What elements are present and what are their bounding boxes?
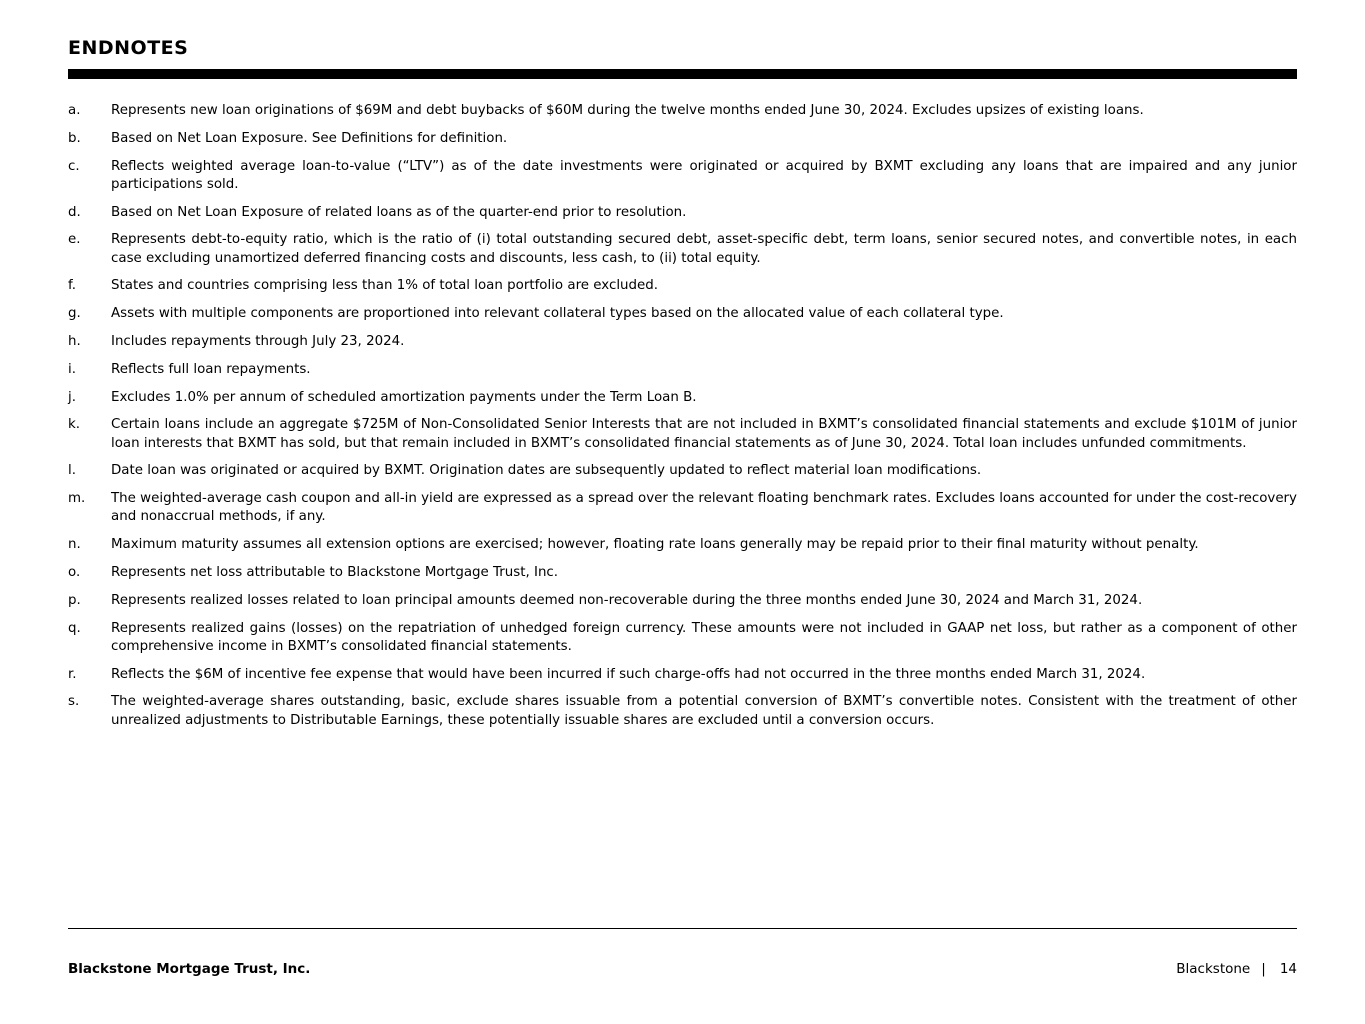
endnote-item	[68, 490, 1297, 526]
endnote-item	[68, 102, 1297, 120]
footer-separator: |	[1261, 961, 1266, 977]
endnote-letter: m.	[68, 491, 86, 507]
endnote-item	[68, 277, 1297, 295]
endnote-letter: l.	[68, 463, 76, 479]
endnote-text: Includes repayments through July 23, 2024.	[111, 333, 405, 349]
endnote-text: Represents realized gains (losses) on the repatriation of unhedged foreign currency. These amounts were not included in GAAP net loss, but rather as a component of other comprehensive income in BXMT’s consolidated financial statements.	[111, 620, 1297, 654]
endnote-text: The weighted-average shares outstanding, basic, exclude shares issuable from a potential conversion of BXMT’s convertible notes. Consistent with the treatment of other unrealized adjustments to Distributable Earnings, these potentially issuable shares are excluded until a conversion occurs.	[111, 694, 1297, 728]
endnote-item	[68, 666, 1297, 684]
endnote-letter: o.	[68, 564, 81, 580]
endnote-text: Represents new loan originations of $69M and debt buybacks of $60M during the twelve months ended June 30, 2024. Excludes upsizes of existing loans.	[111, 103, 1144, 118]
footer-brand: Blackstone	[1176, 961, 1251, 977]
endnote-item	[68, 333, 1297, 351]
endnote-letter: c.	[68, 158, 80, 174]
endnote-text: Based on Net Loan Exposure of related loans as of the quarter-end prior to resolution.	[111, 204, 687, 220]
footer-divider	[68, 928, 1297, 929]
endnote-text: Maximum maturity assumes all extension options are exercised; however, floating rate loans generally may be repaid prior to their final maturity without penalty.	[111, 537, 1199, 553]
endnote-text: Assets with multiple components are proportioned into relevant collateral types based on the allocated value of each collateral type.	[111, 306, 1004, 322]
endnote-letter: k.	[68, 417, 81, 433]
endnote-text: Represents debt-to-equity ratio, which is the ratio of (i) total outstanding secured debt, asset-specific debt, term loans, senior secured notes, and convertible notes, in each case excluding unamortized deferred financing costs and discounts, less cash, to (ii) total equity.	[111, 232, 1297, 266]
page-title: ENDNOTES	[68, 37, 189, 59]
endnote-letter: d.	[68, 204, 81, 220]
endnote-text: States and countries comprising less than 1% of total loan portfolio are excluded.	[111, 278, 659, 294]
endnote-item	[68, 416, 1297, 452]
endnote-letter: g.	[68, 306, 81, 322]
endnote-text: Reflects weighted average loan-to-value (“LTV”) as of the date investments were originated or acquired by BXMT excluding any loans that are impaired and any junior participations sold.	[111, 158, 1297, 192]
endnote-item	[68, 389, 1297, 407]
endnote-text: Reflects the $6M of incentive fee expense that would have been incurred if such charge-offs had not occurred in the three months ended March 31, 2024.	[111, 666, 1146, 682]
endnote-item	[68, 361, 1297, 379]
endnote-letter: r.	[68, 666, 77, 682]
endnote-text: The weighted-average cash coupon and all-in yield are expressed as a spread over the relevant floating benchmark rates. Excludes loans accounted for under the cost-recovery and nonaccrual methods, if any.	[111, 491, 1297, 525]
endnote-item	[68, 462, 1297, 480]
endnote-item	[68, 693, 1297, 729]
endnote-item	[68, 305, 1297, 323]
endnote-item	[68, 130, 1297, 148]
title-divider	[68, 69, 1297, 79]
endnote-item	[68, 536, 1297, 554]
endnote-letter: s.	[68, 694, 80, 710]
endnote-text: Represents realized losses related to loan principal amounts deemed non-recoverable during the three months ended June 30, 2024 and March 31, 2024.	[111, 592, 1143, 608]
endnote-text: Date loan was originated or acquired by BXMT. Origination dates are subsequently updated to reflect material loan modifications.	[111, 463, 982, 479]
endnote-letter: p.	[68, 592, 81, 608]
page-number: 14	[1279, 961, 1297, 977]
endnote-letter: i.	[68, 361, 76, 377]
endnote-letter: q.	[68, 620, 81, 636]
endnote-item	[68, 564, 1297, 582]
endnote-text: Excludes 1.0% per annum of scheduled amortization payments under the Term Loan B.	[111, 389, 697, 405]
endnote-item	[68, 158, 1297, 194]
endnote-letter: e.	[68, 232, 81, 248]
endnote-letter: a.	[68, 103, 81, 118]
endnote-letter: j.	[68, 389, 76, 405]
endnotes-list	[68, 102, 1297, 739]
endnote-text: Certain loans include an aggregate $725M of Non-Consolidated Senior Interests that are not included in BXMT’s consolidated financial statements and exclude $101M of junior loan interests that BXMT has sold, but that remain included in BXMT’s consolidated financial statements as of June 30, 2024. Total loan includes unfunded commitments.	[111, 417, 1297, 451]
endnote-item	[68, 592, 1297, 610]
endnote-letter: n.	[68, 537, 81, 553]
footer-company-name: Blackstone Mortgage Trust, Inc.	[68, 961, 311, 977]
endnote-item	[68, 231, 1297, 267]
endnote-text: Reflects full loan repayments.	[111, 361, 311, 377]
footer-brand-block	[1176, 961, 1297, 977]
endnote-text: Based on Net Loan Exposure. See Definitions for definition.	[111, 130, 508, 146]
endnote-item	[68, 204, 1297, 222]
endnote-letter: f.	[68, 278, 76, 294]
endnote-item	[68, 620, 1297, 656]
endnote-text: Represents net loss attributable to Blackstone Mortgage Trust, Inc.	[111, 564, 559, 580]
endnote-letter: h.	[68, 333, 81, 349]
endnote-letter: b.	[68, 130, 81, 146]
